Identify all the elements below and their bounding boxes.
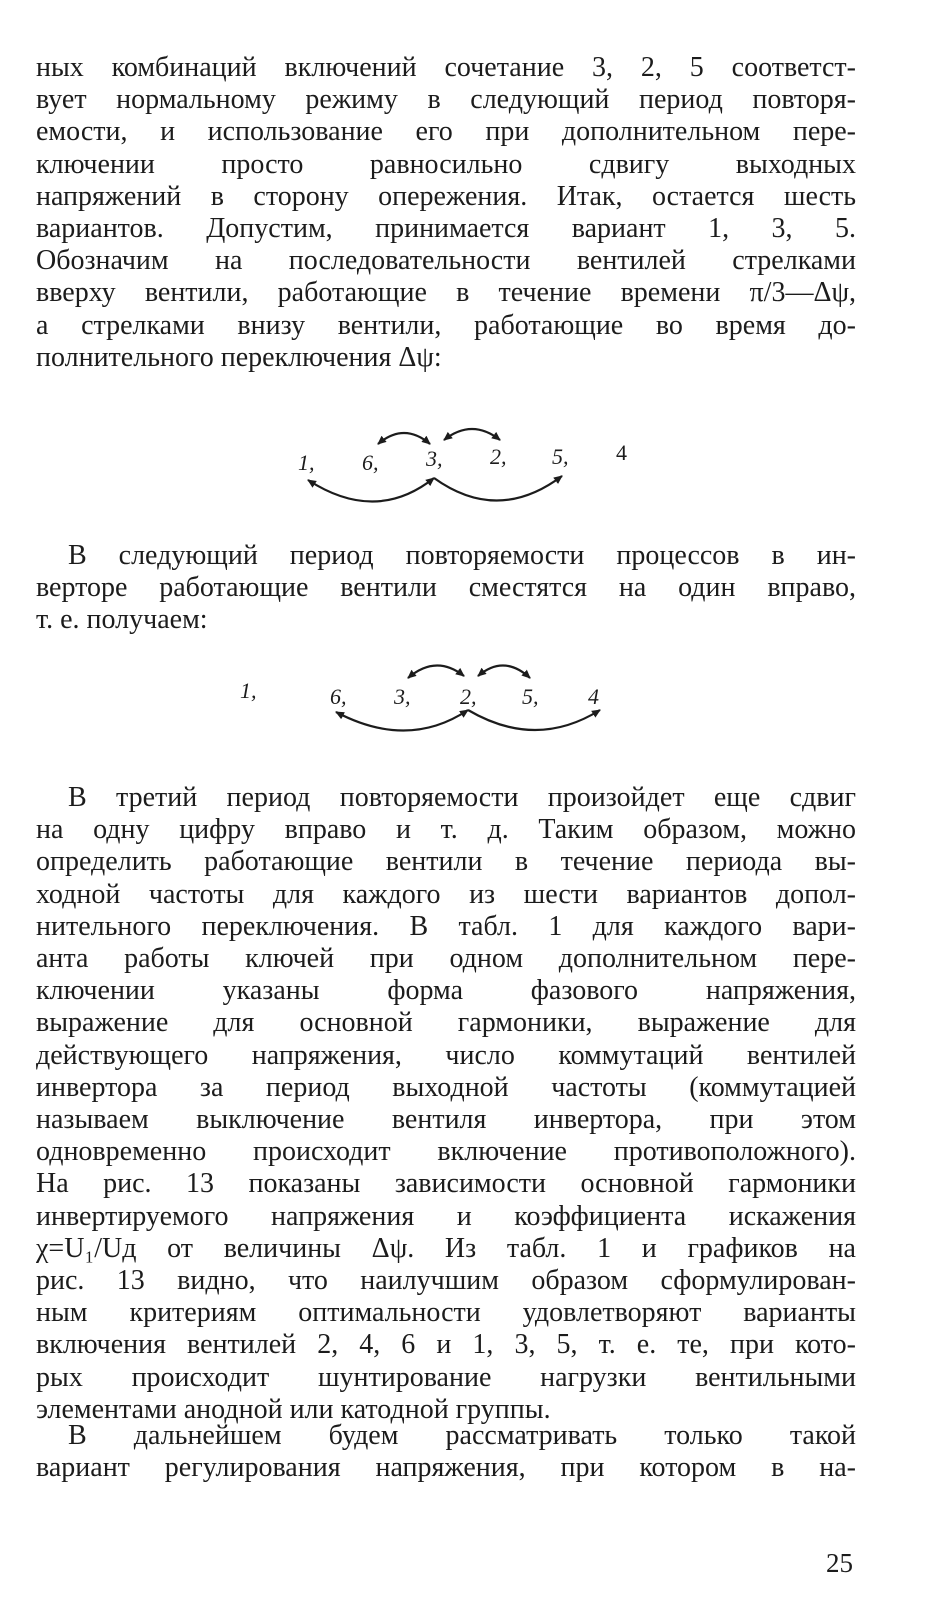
paragraph-1: [36, 52, 856, 374]
valve-sequence-diagram-1: [280, 418, 660, 523]
lower-arrow-1-3: [308, 478, 434, 502]
text-line: анта работы ключей при одном дополнительном пере-: [36, 943, 856, 975]
text-line: называем выключение вентиля инвертора, при этом: [36, 1104, 856, 1136]
valve-label-5: 5,: [552, 444, 569, 469]
text-line: на одну цифру вправо и т. д. Таким образом, можно: [36, 814, 856, 846]
text-line: вариантов. Допустим, принимается вариант 1, 3, 5.: [36, 213, 856, 245]
text-line: т. е. получаем:: [36, 604, 208, 636]
text-line: действующего напряжения, число коммутаций вентилей: [36, 1039, 856, 1071]
text-line: ным критериям оптимальности удовлетворяют варианты: [36, 1297, 856, 1329]
valve-label-5: 5,: [522, 684, 539, 709]
text-line: емости, и использование его при дополнительном пере-: [36, 116, 856, 148]
text-line: ключении просто равносильно сдвигу выходных: [36, 148, 856, 180]
valve-label-3: 3,: [426, 446, 443, 471]
valve-label-6: 6,: [362, 450, 379, 475]
page-number: 25: [826, 1548, 853, 1578]
text-line: выражение для основной гармоники, выражение для: [36, 1007, 856, 1039]
text-line: В следующий период повторяемости процессов в ин-: [68, 540, 856, 571]
lower-arrow-2-4: [468, 710, 600, 730]
valve-label-6: 6,: [330, 684, 347, 709]
text-line: напряжений в сторону опережения. Итак, остается шесть: [36, 180, 856, 212]
text-line: инвертора за период выходной частоты (коммутацией: [36, 1071, 856, 1103]
valve-label-3: 3,: [394, 684, 411, 709]
valve-sequence-diagram-2: [228, 650, 648, 755]
valve-label-1: 1,: [298, 450, 315, 475]
text-line: а стрелками внизу вентили, работающие во время до-: [36, 309, 856, 341]
lower-arrow-3-5: [434, 476, 562, 501]
text-line: В дальнейшем будем рассматривать только такой: [68, 1420, 856, 1451]
upper-arrow-6-3: [378, 433, 430, 444]
text-line: Обозначим на последовательности вентилей стрелками: [36, 245, 856, 277]
text-line: рис. 13 видно, что наилучшим образом сформулирован-: [36, 1265, 856, 1297]
valve-label-4: 4: [588, 684, 599, 709]
text-line: вует нормальному режиму в следующий период повторя-: [36, 84, 856, 116]
text-line: вверху вентили, работающие в течение времени π/3—Δψ,: [36, 277, 856, 309]
valve-label-2: 2,: [490, 444, 507, 469]
text-line: ных комбинаций включений сочетание 3, 2, 5 соответст-: [36, 52, 856, 83]
paragraph-2: [36, 540, 856, 637]
text-line: В третий период повторяемости произойдет еще сдвиг: [68, 782, 856, 813]
valve-label-1: 1,: [240, 678, 257, 703]
diagram-1-svg: [280, 418, 660, 518]
upper-arrow-2-5: [478, 665, 530, 678]
text-line: полнительного переключения Δψ:: [36, 341, 442, 373]
upper-arrow-3-2: [408, 665, 464, 678]
text-line: инвертируемого напряжения и коэффициента искажения: [36, 1200, 856, 1232]
text-line: вариант регулирования напряжения, при котором в на-: [36, 1452, 856, 1484]
text-line: ключении указаны форма фазового напряжения,: [36, 975, 856, 1007]
diagram-2-svg: [228, 650, 648, 750]
text-line: рых происходит шунтирование нагрузки вентильными: [36, 1361, 856, 1393]
text-line: определить работающие вентили в течение периода вы-: [36, 846, 856, 878]
text-line: включения вентилей 2, 4, 6 и 1, 3, 5, т. е. те, при кото-: [36, 1329, 856, 1361]
text-line: верторе работающие вентили сместятся на один вправо,: [36, 572, 856, 604]
paragraph-3: [36, 782, 856, 1426]
text-line: На рис. 13 показаны зависимости основной гармоники: [36, 1168, 856, 1200]
valve-label-2: 2,: [460, 684, 477, 709]
text-line: ходной частоты для каждого из шести вариантов допол-: [36, 878, 856, 910]
text-line: χ=U₁/Uд от величины Δψ. Из табл. 1 и графиков на: [36, 1232, 856, 1264]
lower-arrow-6-2: [336, 710, 468, 731]
upper-arrow-3-2: [444, 429, 500, 440]
text-line: нительного переключения. В табл. 1 для каждого вари-: [36, 910, 856, 942]
text-line: элементами анодной или катодной группы.: [36, 1393, 551, 1425]
valve-label-4: 4: [616, 440, 627, 465]
text-line: одновременно происходит включение противоположного).: [36, 1136, 856, 1168]
paragraph-4: [36, 1420, 856, 1484]
